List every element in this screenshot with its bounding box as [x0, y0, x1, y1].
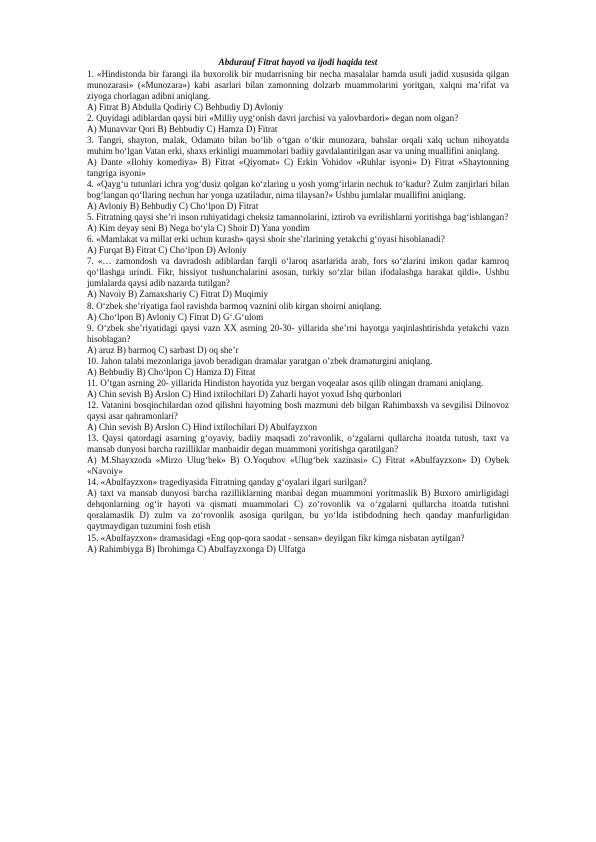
question-item: [87, 378, 509, 400]
answer-options: A) Navoiy B) Zamaxshariy C) Fitrat D) Muqimiy: [87, 289, 269, 300]
page-title: Abdurauf Fitrat hayoti va ijodi haqida test: [218, 57, 378, 67]
answer-options: A) Munavvar Qori B) Behbudiy C) Hamza D) Fitrat: [87, 123, 278, 134]
answer-options: A) Chin sevish B) Arslon C) Hind ixtilochilari D) Zaharli hayot yoxud Ishq qurbonlari: [87, 388, 402, 399]
answer-options: A) Dante «Ilohiy komediya» B) Fitrat «Qiyomat» C) Erkin Vohidov «Ruhlar isyoni» D) Fitrat «Shaytonning tangriga isyoni»: [87, 156, 509, 178]
answer-options: A) Cho‘lpon B) Avloniy C) Fitrat D) G‘.G‘ulom: [87, 311, 264, 322]
answer-options: A) Avloniy B) Behbudiy C) Cho‘lpon D) Fitrat: [87, 201, 259, 212]
question-text: 1. «Hindistonda bir farangi ila buxorolik bir mudarrisning bir necha masalalar hamda usuli jadid xususida qilgan munozarasi» («Munozara») kabi asarlari bilan zamonning dolzarb muammolarini yoritgan, xalqni ma’rifat va ziyoga chorlagan adibni aniqlang.: [87, 68, 509, 101]
answer-options: A) taxt va mansab dunyosi barcha razilliklarning manbai degan muammoni yoritmaslik B) Buxoro amirligidagi dehqonlarning og‘ir hayoti va qismati muammolari C) zo‘rovonlik va o‘zgalarni qullarcha itoatda tutishni qoralamaslik D) zulm va zo‘rovonlik asosiga qurilgan, bu yo‘lda istibdodning hech qanday manfurligidan qaytmaydigan tuzumini fosh etish: [87, 488, 509, 532]
answer-options: A) aruz B) barmoq C) sarbast D) oq she’r: [87, 344, 239, 355]
question-item: [87, 212, 509, 234]
question-item: [87, 113, 509, 135]
question-item: [87, 400, 509, 433]
question-item: [87, 477, 509, 532]
question-item: [87, 433, 509, 477]
question-item: [87, 69, 509, 113]
answer-options: A) Fitrat B) Abdulla Qodiriy C) Behbudiy D) Avloniy: [87, 101, 284, 112]
question-text: 3. Tangri, shayton, malak, Odamato bilan bo‘lib o‘tgan o‘tkir munozara, bahslar orqali xalq uchun nihoyatda muhim bo‘lgan Vatan erki, shaxs erkinligi muammolari badiiy gavdalantirilgan asar va uning muallifini aniqlang.: [87, 134, 509, 156]
question-text: 8. O‘zbek she’riyatiga faol ravishda barmoq vaznini olib kirgan shoirni aniqlang.: [87, 300, 382, 311]
question-text: 6. «Mamlakat va millat erki uchun kurash» qaysi shoir she’rlarining yetakchi g‘oyasi hisoblanadi?: [87, 234, 445, 245]
question-text: 13. Qaysi qatordagi asarning g‘oyaviy, badiiy maqsadi zo‘ravonlik, o‘zgalarni qullarcha itoatda tutush, taxt va mansab dunyosi barcha razilliklar manbaidir degan muammoni yoritishga qaratilgan?: [87, 433, 509, 455]
document-page: [87, 57, 509, 555]
answer-options: A) Rahimbiyga B) Ibrohimga C) Abulfayzxonga D) Ulfatga: [87, 543, 306, 554]
answer-options: A) Behbudiy B) Cho‘lpon C) Hamza D) Fitrat: [87, 366, 256, 377]
question-text: 15. «Abulfayzxon» dramasidagi «Eng qop-qora saodat - sensan» deyilgan fikr kimga nisbatan aytilgan?: [87, 532, 465, 543]
question-item: [87, 234, 509, 256]
question-text: 7. «… zamondosh va davradosh adiblardan farqli o‘laroq asarlarida arab, fors so‘zlarini imkon qadar kamroq qo‘llashga urindi. Fikr, hissiyot tushunchalarini asosan, turkiy so‘zlar bilan ifodalashga harakat qildi». Ushbu jumlalarda qaysi adib nazarda tutilgan?: [87, 256, 509, 289]
question-text: 4. «Qayg‘u tutunlari ichra yog‘dusiz qolgan ko‘zlaring u yosh yomg‘irlarin nechuk to‘kadur? Zulm zanjirlari bilan bog‘langan qo‘llaring nechun har yonga uzatiladur, nima tilaysan?» Ushbu jumlalar muallifini aniqlang.: [87, 179, 509, 201]
question-text: 12. Vatanini bosqinchilardan ozod qilishni hayotning bosh mazmuni deb bilgan Rahimbaxsh va sevgilisi Dilnovoz qaysi asar qahramonlari?: [87, 399, 509, 421]
question-item: [87, 356, 509, 378]
question-item: [87, 135, 509, 179]
question-text: 5. Fitratning qaysi she’ri inson ruhiyatidagi cheksiz tamannolarini, iztirob va evrilishlarni yoritishga bag‘ishlangan?: [87, 212, 509, 223]
answer-options: A) Kim deyay seni B) Nega bo‘yla C) Shoir D) Yana yondim: [87, 223, 310, 234]
question-text: 14. «Abulfayzxon» tragediyasida Fitratning qanday g‘oyalari ilgari surilgan?: [87, 477, 367, 488]
question-item: [87, 179, 509, 212]
question-text: 2. Quyidagi adiblardan qaysi biri «Milliy uyg‘onish davri jarchisi va yalovbardori» degan nom olgan?: [87, 112, 459, 123]
answer-options: A) Chin sevish B) Arslon C) Hind ixtilochilari D) Abulfayzxon: [87, 422, 318, 433]
question-item: [87, 256, 509, 300]
question-text: 9. O‘zbek she’riyatidagi qaysi vazn XX asrning 20-30- yillarida she’rni hayotga yaqinlashtirishda yetakchi vazn hisoblagan?: [87, 322, 509, 344]
question-item: [87, 533, 509, 555]
question-text: 10. Jahon talabi mezonlariga javob beradigan dramalar yaratgan o’zbek dramaturgini aniqlang.: [87, 355, 433, 366]
answer-options: A) M.Shayxzoda «Mirzo Ulug‘bek» B) O.Yoqubov «Ulug‘bek xazinasi» C) Fitrat «Abulfayzxon» D) Oybek «Navoiy»: [87, 455, 509, 477]
question-text: 11. O’tgan asrning 20- yillarida Hindiston hayotida yuz bergan voqealar asos qilib olingan dramani aniqlang.: [87, 377, 484, 388]
answer-options: A) Furqat B) Fitrat C) Cho‘lpon D) Avloniy: [87, 245, 247, 256]
question-item: [87, 301, 509, 323]
question-item: [87, 323, 509, 356]
